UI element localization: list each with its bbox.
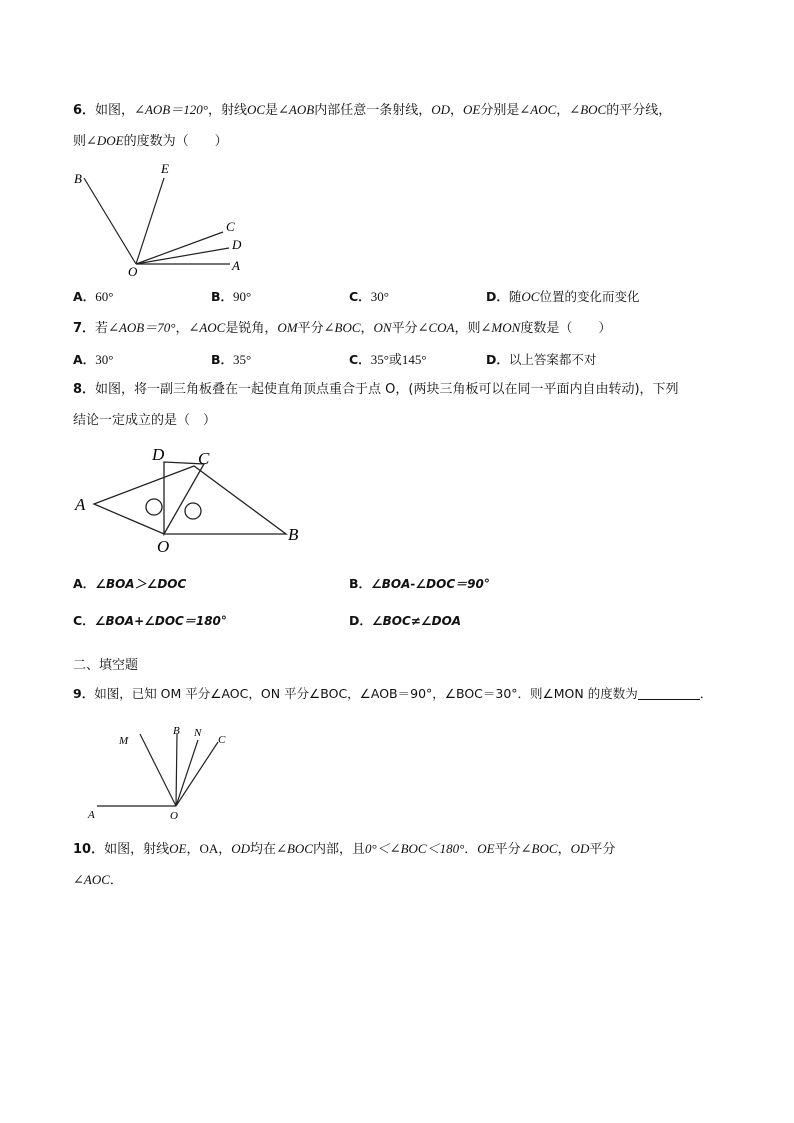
q6-ray-oe — [136, 178, 164, 264]
q7-option-b[interactable]: B．35° — [211, 352, 252, 367]
q9-ray-on — [176, 740, 198, 806]
q8-label-c: C — [198, 449, 210, 468]
q8-label-b: B — [288, 525, 299, 544]
q6-ray-ob — [84, 178, 136, 264]
q8-label-a: A — [75, 495, 86, 514]
q7-stem: 7．若∠AOB＝70°，∠AOC是锐角，OM平分∠BOC，ON平分∠COA，则∠MON度数是（ ） — [73, 320, 612, 336]
section-fill-in-title: 二、填空题 — [73, 658, 139, 673]
q6-label-c: C — [226, 219, 235, 234]
q8-triangle-large — [94, 466, 286, 534]
q8-label-o: O — [157, 537, 170, 556]
q6-option-c[interactable]: C．30° — [349, 289, 389, 304]
q8-option-b[interactable]: B．∠BOA-∠DOC＝90° — [349, 576, 490, 591]
q6-label-b: B — [74, 171, 82, 186]
q8-option-d[interactable]: D．∠BOC≠∠DOA — [349, 613, 462, 628]
q9-label-a: A — [88, 809, 95, 821]
q9-ray-om — [140, 734, 176, 806]
q8-option-a[interactable]: A．∠BOA＞∠DOC — [73, 576, 187, 591]
q10-stem-line1: 10．如图，射线OE，OA，OD均在∠BOC内部，且0°＜∠BOC＜180°．OE平分∠BOC，OD平分 — [73, 841, 616, 857]
q9-label-o: O — [170, 810, 178, 822]
q8-option-c[interactable]: C．∠BOA+∠DOC＝180° — [73, 613, 227, 628]
q6-option-a[interactable]: A．60° — [73, 289, 114, 304]
q6-option-d[interactable]: D．随OC位置的变化而变化 — [486, 289, 640, 304]
q6-label-a: A — [232, 258, 240, 273]
q9-stem: 9．如图，已知 OM 平分∠AOC，ON 平分∠BOC，∠AOB＝90°，∠BOC＝30°．则∠MON 的度数为 ． — [73, 686, 713, 701]
q9-label-n: N — [194, 727, 202, 739]
q6-stem-line2: 则∠DOE的度数为（ ） — [73, 133, 228, 149]
q6-label-o: O — [128, 264, 138, 279]
q6-label-d: D — [232, 237, 242, 252]
q8-triangle-hole-left — [146, 499, 162, 515]
q7-option-a[interactable]: A．30° — [73, 352, 114, 367]
q9-figure — [80, 720, 250, 830]
q9-label-b: B — [173, 725, 180, 737]
q9-ray-oc — [176, 742, 218, 806]
q8-stem-line2: 结论一定成立的是（ ） — [73, 413, 217, 428]
q8-triangle-small — [164, 462, 204, 534]
q6-label-e: E — [161, 161, 169, 176]
q7-option-c[interactable]: C．35°或145° — [349, 352, 427, 367]
q8-figure — [70, 440, 310, 560]
q10-stem-line2: ∠AOC． — [73, 872, 123, 888]
q9-answer-blank[interactable] — [638, 686, 700, 700]
q8-triangle-hole-right — [185, 503, 201, 519]
q6-ray-od — [136, 248, 229, 264]
q9-label-m: M — [119, 735, 129, 747]
q6-stem-line1: 6．如图，∠AOB＝120°，射线OC是∠AOB内部任意一条射线，OD，OE分别是∠AOC，∠BOC的平分线， — [73, 102, 672, 118]
q9-label-c: C — [218, 734, 226, 746]
q6-ray-oc — [136, 232, 223, 264]
q7-option-d[interactable]: D．以上答案都不对 — [486, 352, 597, 367]
q6-figure — [70, 160, 260, 280]
q6-option-b[interactable]: B．90° — [211, 289, 252, 304]
q8-label-d: D — [152, 445, 165, 464]
q9-ray-ob — [176, 734, 177, 806]
q8-stem-line1: 8．如图，将一副三角板叠在一起使直角顶点重合于点 O，(两块三角板可以在同一平面内自由转动)，下列 — [73, 382, 679, 397]
